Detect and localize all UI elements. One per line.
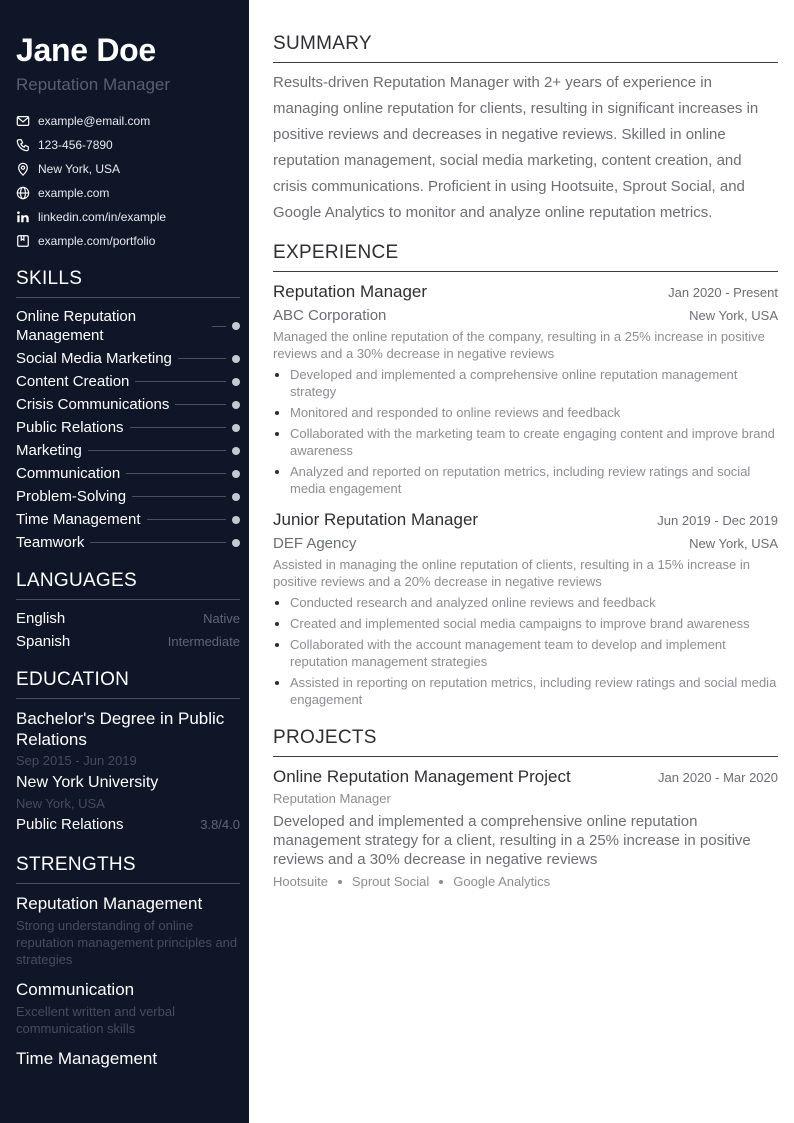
language-name: English	[16, 610, 66, 627]
job-bullet: Collaborated with the marketing team to create engaging content and improve brand awareness	[273, 425, 778, 459]
job-bullet: Analyzed and reported on reputation metrics, including review ratings and social media engagement	[273, 463, 778, 497]
job-company: ABC Corporation	[273, 307, 387, 324]
skill-item	[16, 418, 240, 437]
skills-list	[16, 307, 240, 552]
skill-divider	[90, 542, 226, 543]
education-location: New York, USA	[16, 796, 105, 811]
project-title: Online Reputation Management Project	[273, 767, 571, 786]
strengths-list	[16, 893, 240, 1069]
skill-item	[16, 349, 240, 368]
experience-entry	[273, 281, 778, 497]
education-dates: Sep 2015 - Jun 2019	[16, 753, 137, 768]
portfolio-icon	[16, 234, 30, 248]
skill-level-dot	[232, 447, 240, 455]
main-content	[273, 32, 778, 891]
skill-item	[16, 372, 240, 391]
job-title: Reputation Manager	[273, 282, 428, 301]
job-bullet: Monitored and responded to online reviews and feedback	[273, 404, 778, 421]
skill-divider	[175, 404, 226, 405]
contact-phone-text: 123-456-7890	[38, 138, 113, 152]
skill-name: Social Media Marketing	[16, 350, 172, 367]
language-name: Spanish	[16, 633, 71, 650]
linkedin-icon	[16, 210, 30, 224]
skill-level-dot	[232, 493, 240, 501]
job-location: New York, USA	[689, 536, 778, 551]
education-entry	[16, 708, 240, 834]
tool-separator	[439, 880, 443, 884]
skill-name: Communication	[16, 465, 121, 482]
job-bullets	[273, 366, 778, 497]
skill-level-dot	[232, 322, 240, 330]
job-description: Assisted in managing the online reputation of clients, resulting in a 15% increase in positive reviews and a 20% decrease in negative reviews	[273, 557, 750, 589]
contact-list	[16, 109, 240, 253]
job-bullet: Assisted in reporting on reputation metrics, including review ratings and social media engagement	[273, 674, 778, 708]
contact-location-text: New York, USA	[38, 162, 121, 176]
sidebar	[0, 0, 249, 1123]
skill-item	[16, 441, 240, 460]
projects-heading: PROJECTS	[273, 726, 778, 757]
skill-name: Online Reputation Management	[16, 308, 137, 344]
skill-name: Marketing	[16, 442, 82, 459]
project-tool: Sprout Social	[351, 874, 430, 889]
skill-name: Crisis Communications	[16, 396, 170, 413]
strengths-heading: STRENGTHS	[16, 853, 240, 884]
job-bullet: Conducted research and analyzed online reviews and feedback	[273, 594, 778, 611]
language-item	[16, 609, 240, 628]
contact-email-text: example@email.com	[38, 114, 151, 128]
languages-heading: LANGUAGES	[16, 569, 240, 600]
project-tool: Google Analytics	[453, 874, 551, 889]
contact-portfolio[interactable]	[16, 229, 240, 253]
skill-item	[16, 395, 240, 414]
summary-text: Results-driven Reputation Manager with 2+ years of experience in managing online reputation for clients, resulting in significant increases in positive reviews and decreases in negative reviews. Skilled in online reputation management, social media marketing, content creation, and crisis communications. Proficient in using Hootsuite, Sprout Social, and Google Analytics to monitor and analyze online reputation metrics.	[273, 74, 759, 221]
skill-divider	[130, 427, 226, 428]
job-bullet: Collaborated with the account management team to develop and implement reputation management strategies	[273, 636, 778, 670]
email-icon	[16, 114, 30, 128]
skill-name: Time Management	[16, 511, 141, 528]
job-description: Managed the online reputation of the company, resulting in a 25% increase in positive reviews and a 30% decrease in negative reviews	[273, 329, 765, 361]
skill-divider	[212, 326, 226, 327]
job-company: DEF Agency	[273, 535, 357, 552]
contact-email[interactable]	[16, 109, 240, 133]
skill-level-dot	[232, 470, 240, 478]
languages-list	[16, 609, 240, 651]
education-school: New York University	[16, 774, 159, 791]
job-bullet: Developed and implemented a comprehensive online reputation management strategy	[273, 366, 778, 400]
skill-item	[16, 533, 240, 552]
job-dates: Jan 2020 - Present	[668, 285, 778, 300]
project-entry	[273, 766, 778, 891]
skill-divider	[126, 473, 226, 474]
skill-level-dot	[232, 401, 240, 409]
job-dates: Jun 2019 - Dec 2019	[657, 513, 778, 528]
language-level: Native	[203, 611, 240, 626]
skill-divider	[178, 358, 226, 359]
contact-linkedin[interactable]	[16, 205, 240, 229]
job-title: Junior Reputation Manager	[273, 510, 479, 529]
language-level: Intermediate	[167, 634, 240, 649]
phone-icon	[16, 138, 30, 152]
skill-name: Content Creation	[16, 373, 130, 390]
project-dates: Jan 2020 - Mar 2020	[658, 770, 778, 785]
job-bullet: Created and implemented social media campaigns to improve brand awareness	[273, 615, 778, 632]
project-description: Developed and implemented a comprehensive online reputation management strategy for a client, resulting in a 25% increase in positive reviews and a 30% decrease in negative reviews	[273, 813, 751, 868]
contact-website-text: example.com	[38, 186, 110, 200]
job-bullets	[273, 594, 778, 708]
skill-divider	[147, 519, 227, 520]
language-item	[16, 632, 240, 651]
skills-heading: SKILLS	[16, 267, 240, 298]
skill-level-dot	[232, 355, 240, 363]
education-field-row	[16, 815, 240, 834]
project-tool: Hootsuite	[273, 874, 328, 889]
strength-title: Reputation Management	[16, 894, 203, 913]
skill-level-dot	[232, 424, 240, 432]
education-degree: Bachelor's Degree in Public Relations	[16, 709, 225, 749]
summary-heading: SUMMARY	[273, 32, 778, 63]
skill-item	[16, 510, 240, 529]
candidate-title: Reputation Manager	[16, 75, 171, 94]
strength-description: Excellent written and verbal communication skills	[16, 1004, 175, 1036]
education-gpa: 3.8/4.0	[200, 817, 240, 832]
contact-portfolio-text: example.com/portfolio	[38, 234, 156, 248]
skill-level-dot	[232, 378, 240, 386]
skill-name: Problem-Solving	[16, 488, 127, 505]
strength-title: Time Management	[16, 1049, 158, 1068]
skill-divider	[135, 381, 226, 382]
skill-item	[16, 464, 240, 483]
skill-item	[16, 307, 240, 345]
skill-divider	[132, 496, 226, 497]
skill-name: Teamwork	[16, 534, 85, 551]
skill-name: Public Relations	[16, 419, 124, 436]
education-field: Public Relations	[16, 816, 124, 833]
strength-description: Strong understanding of online reputation management principles and strategies	[16, 918, 238, 967]
location-icon	[16, 162, 30, 176]
strength-title: Communication	[16, 980, 135, 999]
project-role: Reputation Manager	[273, 791, 391, 806]
experience-entry	[273, 509, 778, 708]
contact-linkedin-text: linkedin.com/in/example	[38, 210, 167, 224]
education-heading: EDUCATION	[16, 668, 240, 699]
skill-divider	[88, 450, 226, 451]
skill-item	[16, 487, 240, 506]
skill-level-dot	[232, 516, 240, 524]
job-location: New York, USA	[689, 308, 778, 323]
project-tools	[273, 873, 778, 891]
contact-website[interactable]	[16, 181, 240, 205]
globe-icon	[16, 186, 30, 200]
skill-level-dot	[232, 539, 240, 547]
contact-location	[16, 157, 240, 181]
contact-phone[interactable]	[16, 133, 240, 157]
tool-separator	[338, 880, 342, 884]
candidate-name: Jane Doe	[16, 32, 156, 68]
experience-heading: EXPERIENCE	[273, 241, 778, 272]
